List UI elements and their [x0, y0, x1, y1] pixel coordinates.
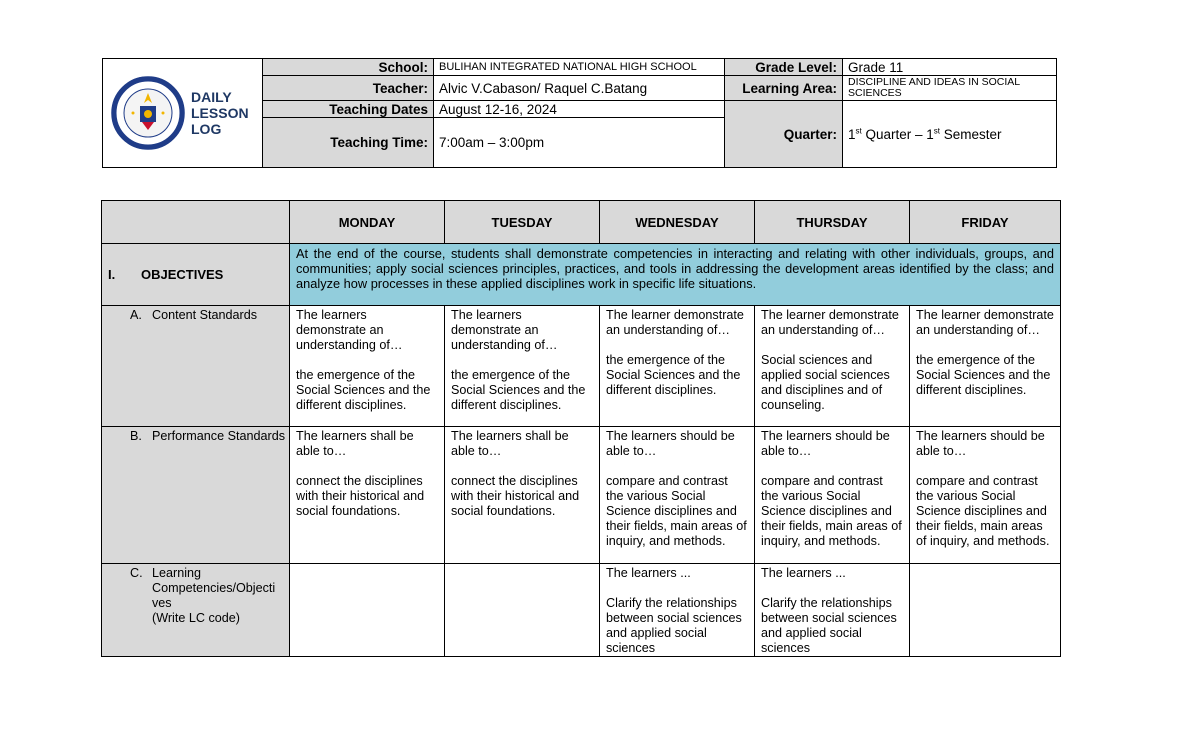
day-header-thursday: THURSDAY [755, 201, 910, 244]
learning-competencies-thursday: The learners ... Clarify the relationships between social sciences and applied social sciences [755, 564, 910, 657]
day-header-tuesday: TUESDAY [445, 201, 600, 244]
corner-cell [102, 201, 290, 244]
performance-standards-wednesday: The learners should be able to… compare and contrast the various Social Science disciplines and their fields, main areas of inquiry, and methods. [600, 427, 755, 564]
logo-cell [103, 59, 263, 168]
content-standards-thursday: The learner demonstrate an understanding of… Social sciences and applied social sciences and disciplines and of counseling. [755, 306, 910, 427]
objectives-section-label [102, 244, 290, 306]
days-header-row [102, 201, 1061, 244]
deped-seal-icon [111, 76, 185, 150]
teaching-dates-value: August 12-16, 2024 [434, 101, 725, 118]
teacher-value: Alvic V.Cabason/ Raquel C.Batang [434, 76, 725, 101]
content-standards-wednesday: The learner demonstrate an understanding of… the emergence of the Social Sciences and the different disciplines. [600, 306, 755, 427]
table-row [102, 306, 1061, 427]
learning-area-value: DISCIPLINE AND IDEAS IN SOCIAL SCIENCES [843, 76, 1057, 101]
grade-level-label: Grade Level: [725, 59, 843, 76]
objectives-text: At the end of the course, students shall demonstrate competencies in interacting and relating with other individuals, groups, and communities; apply social sciences principles, practices, and tools in addressing the development areas identified by the class; and analyze how processes in these applied disciplines work in specific life situations. [290, 244, 1061, 306]
table-row [102, 427, 1061, 564]
learning-competencies-tuesday [445, 564, 600, 657]
school-label: School: [263, 59, 434, 76]
content-standards-friday: The learner demonstrate an understanding of… the emergence of the Social Sciences and the different disciplines. [910, 306, 1061, 427]
learning-competencies-friday [910, 564, 1061, 657]
quarter-label: Quarter: [725, 101, 843, 168]
objectives-number: I. [108, 267, 116, 282]
content-standards-tuesday: The learners demonstrate an understanding of… the emergence of the Social Sciences and the different disciplines. [445, 306, 600, 427]
teaching-time-value: 7:00am – 3:00pm [434, 118, 725, 168]
grade-level-value: Grade 11 [843, 59, 1057, 76]
day-header-friday: FRIDAY [910, 201, 1061, 244]
objectives-row [102, 244, 1061, 306]
day-header-wednesday: WEDNESDAY [600, 201, 755, 244]
quarter-value: 1st Quarter – 1st Semester [843, 101, 1057, 168]
performance-standards-label: B. Performance Standards [102, 427, 290, 564]
content-standards-label: A. Content Standards [102, 306, 290, 427]
objectives-label: OBJECTIVES [141, 267, 224, 282]
performance-standards-thursday: The learners should be able to… compare and contrast the various Social Science disciplines and their fields, main areas of inquiry, and methods. [755, 427, 910, 564]
content-standards-monday: The learners demonstrate an understanding of… the emergence of the Social Sciences and the different disciplines. [290, 306, 445, 427]
performance-standards-friday: The learners should be able to… compare and contrast the various Social Science disciplines and their fields, main areas of inquiry, and methods. [910, 427, 1061, 564]
teaching-dates-label: Teaching Dates [263, 101, 434, 118]
performance-standards-monday: The learners shall be able to… connect the disciplines with their historical and social foundations. [290, 427, 445, 564]
day-header-monday: MONDAY [290, 201, 445, 244]
performance-standards-tuesday: The learners shall be able to… connect the disciplines with their historical and social foundations. [445, 427, 600, 564]
table-row [102, 564, 1061, 657]
learning-competencies-label: C. Learning Competencies/Objecti ves (Write LC code) [102, 564, 290, 657]
teaching-time-label: Teaching Time: [263, 118, 434, 168]
learning-area-label: Learning Area: [725, 76, 843, 101]
header-table [102, 58, 1057, 168]
lesson-log-table [101, 200, 1061, 657]
school-value: BULIHAN INTEGRATED NATIONAL HIGH SCHOOL [434, 59, 725, 76]
learning-competencies-monday [290, 564, 445, 657]
learning-competencies-wednesday: The learners ... Clarify the relationships between social sciences and applied social sciences [600, 564, 755, 657]
teacher-label: Teacher: [263, 76, 434, 101]
daily-lesson-log-title: DAILY LESSON LOG [191, 89, 249, 137]
